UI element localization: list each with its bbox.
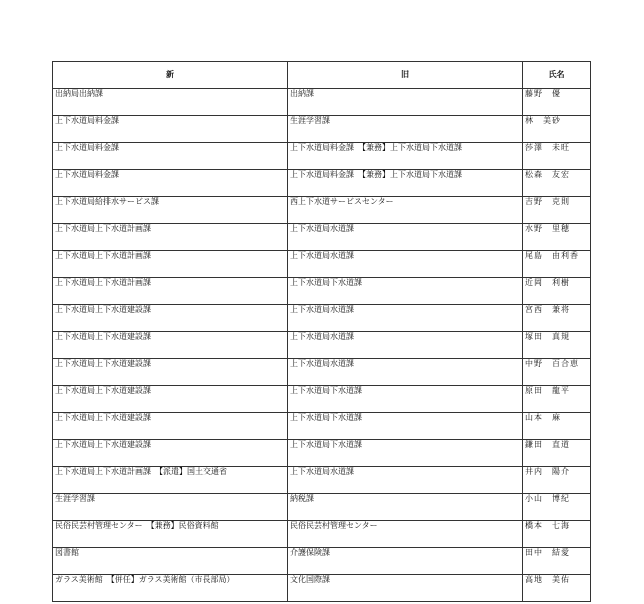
cell-old-post: 民俗民芸村管理センター	[288, 521, 523, 548]
table-row	[53, 278, 591, 305]
cell-new-post: 上下水道局上下水道建設課	[53, 413, 288, 440]
cell-name: 高地 美佑	[523, 575, 591, 602]
table-row	[53, 386, 591, 413]
cell-new-post: 上下水道局上下水道計画課 【派遣】国土交通省	[53, 467, 288, 494]
cell-new-post: 民俗民芸村管理センター 【兼務】民俗資料館	[53, 521, 288, 548]
cell-name: 原田 龍平	[523, 386, 591, 413]
cell-name: 莎澤 未旺	[523, 143, 591, 170]
cell-new-post: 上下水道局上下水道計画課	[53, 251, 288, 278]
table-row	[53, 494, 591, 521]
cell-new-post: 図書館	[53, 548, 288, 575]
table-row	[53, 440, 591, 467]
table-header-row	[53, 62, 591, 89]
cell-name: 尾島 由利香	[523, 251, 591, 278]
header-old: 旧	[288, 62, 523, 89]
table-row	[53, 305, 591, 332]
cell-name: 井内 陽介	[523, 467, 591, 494]
cell-name: 塚田 真規	[523, 332, 591, 359]
cell-new-post: 上下水道局上下水道建設課	[53, 440, 288, 467]
cell-old-post: 上下水道局水道課	[288, 467, 523, 494]
cell-old-post: 西上下水道サービスセンター	[288, 197, 523, 224]
personnel-table	[52, 61, 591, 602]
cell-old-post: 納税課	[288, 494, 523, 521]
cell-old-post: 上下水道局水道課	[288, 359, 523, 386]
table-row	[53, 224, 591, 251]
cell-name: 藤野 優	[523, 89, 591, 116]
table-row	[53, 575, 591, 602]
cell-name: 小山 博紀	[523, 494, 591, 521]
table-row	[53, 467, 591, 494]
cell-new-post: 上下水道局料金課	[53, 143, 288, 170]
header-name: 氏名	[523, 62, 591, 89]
cell-new-post: 上下水道局上下水道計画課	[53, 224, 288, 251]
cell-old-post: 出納課	[288, 89, 523, 116]
cell-new-post: 上下水道局上下水道建設課	[53, 332, 288, 359]
cell-old-post: 上下水道局下水道課	[288, 278, 523, 305]
cell-name: 水野 里穂	[523, 224, 591, 251]
cell-new-post: 上下水道局上下水道建設課	[53, 305, 288, 332]
table-row	[53, 332, 591, 359]
cell-old-post: 生涯学習課	[288, 116, 523, 143]
cell-old-post: 上下水道局下水道課	[288, 440, 523, 467]
cell-old-post: 上下水道局料金課 【兼務】上下水道局下水道課	[288, 143, 523, 170]
table-row	[53, 413, 591, 440]
cell-new-post: 上下水道局上下水道建設課	[53, 386, 288, 413]
cell-name: 山本 麻	[523, 413, 591, 440]
table-row	[53, 197, 591, 224]
table-row	[53, 170, 591, 197]
cell-name: 松森 友宏	[523, 170, 591, 197]
cell-new-post: 生涯学習課	[53, 494, 288, 521]
cell-name: 田中 結愛	[523, 548, 591, 575]
cell-old-post: 介護保険課	[288, 548, 523, 575]
cell-new-post: 上下水道局上下水道計画課	[53, 278, 288, 305]
cell-name: 橋本 七海	[523, 521, 591, 548]
cell-new-post: 上下水道局料金課	[53, 116, 288, 143]
table-row	[53, 521, 591, 548]
cell-new-post: 上下水道局給排水サービス課	[53, 197, 288, 224]
cell-new-post: 上下水道局上下水道建設課	[53, 359, 288, 386]
cell-name: 吉野 克則	[523, 197, 591, 224]
cell-name: 宮西 兼将	[523, 305, 591, 332]
cell-name: 中野 百合恵	[523, 359, 591, 386]
cell-new-post: 出納局出納課	[53, 89, 288, 116]
table-row	[53, 143, 591, 170]
cell-name: 近岡 利樹	[523, 278, 591, 305]
cell-new-post: 上下水道局料金課	[53, 170, 288, 197]
table-row	[53, 548, 591, 575]
cell-old-post: 上下水道局水道課	[288, 251, 523, 278]
table-row	[53, 89, 591, 116]
cell-new-post: ガラス美術館 【併任】ガラス美術館（市長部局）	[53, 575, 288, 602]
cell-old-post: 上下水道局料金課 【兼務】上下水道局下水道課	[288, 170, 523, 197]
header-new: 新	[53, 62, 288, 89]
cell-old-post: 文化国際課	[288, 575, 523, 602]
cell-name: 鎌田 直道	[523, 440, 591, 467]
cell-old-post: 上下水道局水道課	[288, 224, 523, 251]
cell-name: 林 美砂	[523, 116, 591, 143]
cell-old-post: 上下水道局下水道課	[288, 413, 523, 440]
table-row	[53, 359, 591, 386]
cell-old-post: 上下水道局水道課	[288, 332, 523, 359]
table-row	[53, 116, 591, 143]
table-row	[53, 251, 591, 278]
cell-old-post: 上下水道局水道課	[288, 305, 523, 332]
cell-old-post: 上下水道局下水道課	[288, 386, 523, 413]
